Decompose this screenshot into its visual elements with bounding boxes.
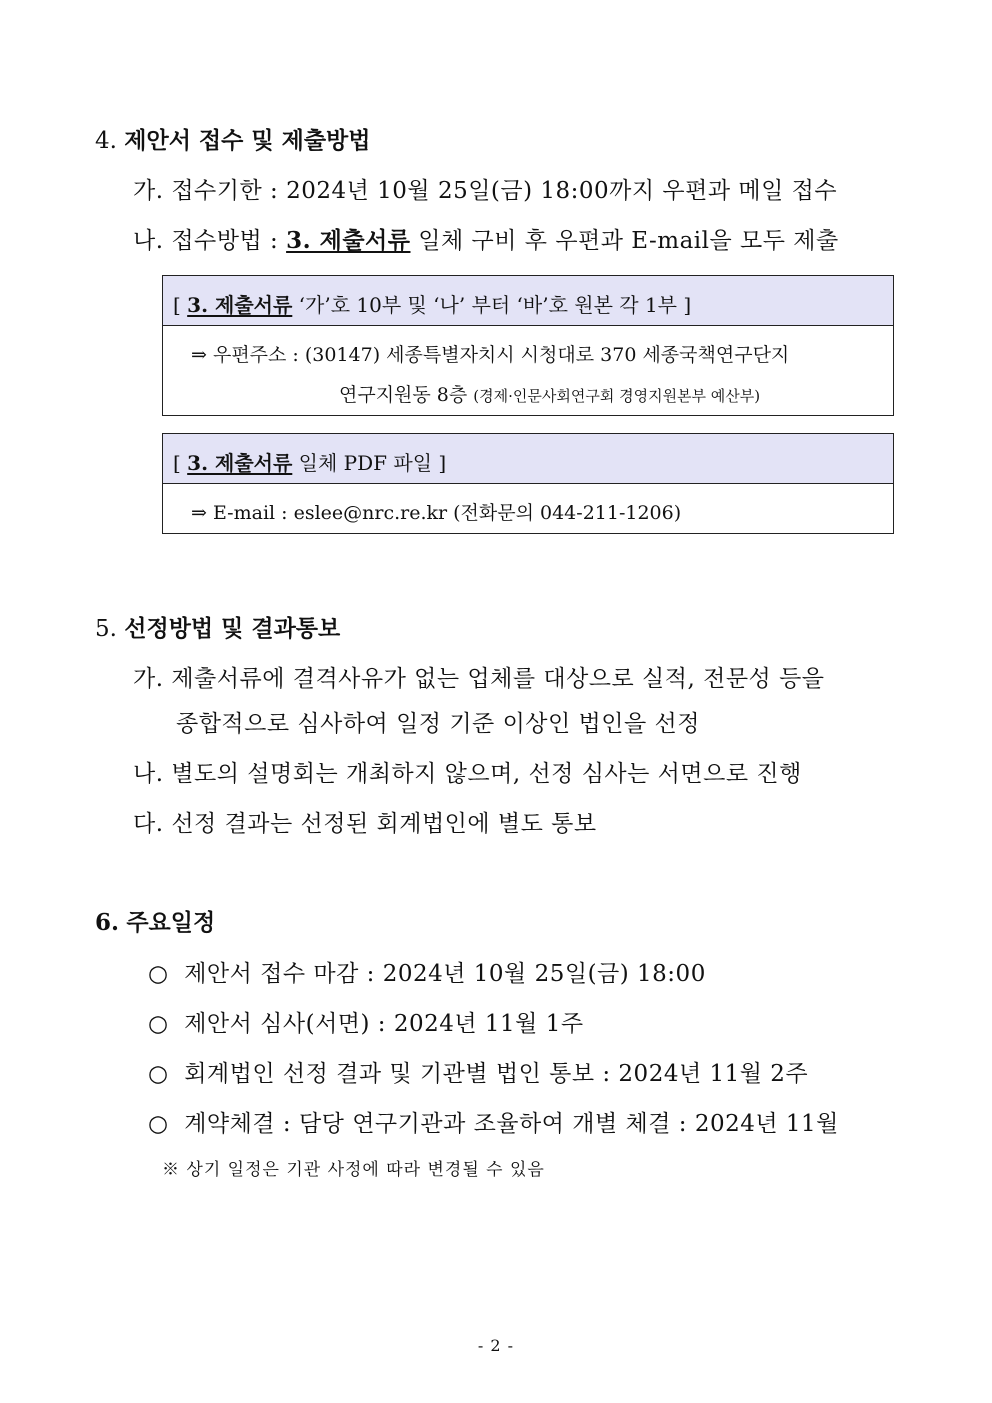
doc-reference: 3. 제출서류 xyxy=(187,451,293,475)
section-6-number: 6. xyxy=(95,909,120,936)
section-4-heading xyxy=(95,122,370,155)
schedule-note: ※ 상기 일정은 기관 사정에 따라 변경될 수 있음 xyxy=(162,1160,545,1180)
section-6-heading xyxy=(95,904,215,937)
section-5-item-ga xyxy=(133,660,825,693)
postal-submission-box xyxy=(162,275,894,416)
section-5-number: 5. xyxy=(95,616,117,642)
schedule-item xyxy=(148,1005,584,1038)
schedule-item-text: 회계법인 선정 결과 및 기관별 법인 통보 : 2024년 11월 2주 xyxy=(184,1061,809,1087)
section-4-item-ga xyxy=(133,172,837,205)
schedule-item xyxy=(148,1055,808,1088)
email-box-header xyxy=(163,434,893,484)
postal-box-header-text: ‘가’호 10부 및 ‘나’ 부터 ‘바’호 원본 각 1부 ] xyxy=(292,293,692,317)
doc-reference: 3. 제출서류 xyxy=(187,293,293,317)
postal-address-building: 연구지원동 8층 xyxy=(339,384,474,406)
schedule-item xyxy=(148,1105,839,1138)
item-text: 별도의 설명회는 개최하지 않으며, 선정 심사는 서면으로 진행 xyxy=(171,761,802,787)
item-marker: 나. xyxy=(133,228,164,254)
bullet-circle-icon: ○ xyxy=(148,1111,169,1137)
section-5-title: 선정방법 및 결과통보 xyxy=(124,615,341,642)
email-submission-box xyxy=(162,433,894,534)
section-5-item-da xyxy=(133,805,597,838)
section-5-item-ga-continued: 종합적으로 심사하여 일정 기준 이상인 법인을 선정 xyxy=(176,711,700,737)
section-4-item-na xyxy=(133,222,839,255)
schedule-item-text: 제안서 접수 마감 : 2024년 10월 25일(금) 18:00 xyxy=(184,961,706,987)
section-4-title: 제안서 접수 및 제출방법 xyxy=(124,127,371,154)
postal-address-dept: (경제·인문사회연구회 경영지원본부 예산부) xyxy=(473,387,761,405)
doc-reference: 3. 제출서류 xyxy=(286,227,411,254)
bracket-open: [ xyxy=(173,293,188,317)
postal-address-line-2 xyxy=(339,380,760,407)
section-5-item-na xyxy=(133,755,802,788)
page-number: - 2 - xyxy=(477,1336,515,1355)
bullet-circle-icon: ○ xyxy=(148,961,169,987)
item-prefix: 접수방법 : xyxy=(171,228,287,254)
email-box-header-text: 일체 PDF 파일 ] xyxy=(292,451,447,475)
bullet-circle-icon: ○ xyxy=(148,1011,169,1037)
bullet-circle-icon: ○ xyxy=(148,1061,169,1087)
item-text: 제출서류에 결격사유가 없는 업체를 대상으로 실적, 전문성 등을 xyxy=(171,666,825,692)
item-marker: 나. xyxy=(133,761,164,787)
item-marker: 다. xyxy=(133,811,164,837)
schedule-item-text: 제안서 심사(서면) : 2024년 11월 1주 xyxy=(184,1011,584,1037)
schedule-item xyxy=(148,955,706,988)
email-line: ⇒ E-mail : eslee@nrc.re.kr (전화문의 044-211-1206) xyxy=(191,502,682,524)
item-text: 선정 결과는 선정된 회계법인에 별도 통보 xyxy=(171,811,597,837)
item-marker: 가. xyxy=(133,178,164,204)
postal-box-header xyxy=(163,276,893,326)
item-text: 접수기한 : 2024년 10월 25일(금) 18:00까지 우편과 메일 접수 xyxy=(171,178,838,204)
schedule-item-text: 계약체결 : 담당 연구기관과 조율하여 개별 체결 : 2024년 11월 xyxy=(184,1111,839,1137)
postal-address-line: ⇒ 우편주소 : (30147) 세종특별자치시 시청대로 370 세종국책연구단지 xyxy=(191,344,790,366)
section-5-heading xyxy=(95,610,340,643)
bracket-open: [ xyxy=(173,451,188,475)
section-6-title: 주요일정 xyxy=(126,909,216,936)
item-suffix: 일체 구비 후 우편과 E-mail을 모두 제출 xyxy=(410,228,839,254)
item-marker: 가. xyxy=(133,666,164,692)
section-4-number: 4. xyxy=(95,128,117,154)
